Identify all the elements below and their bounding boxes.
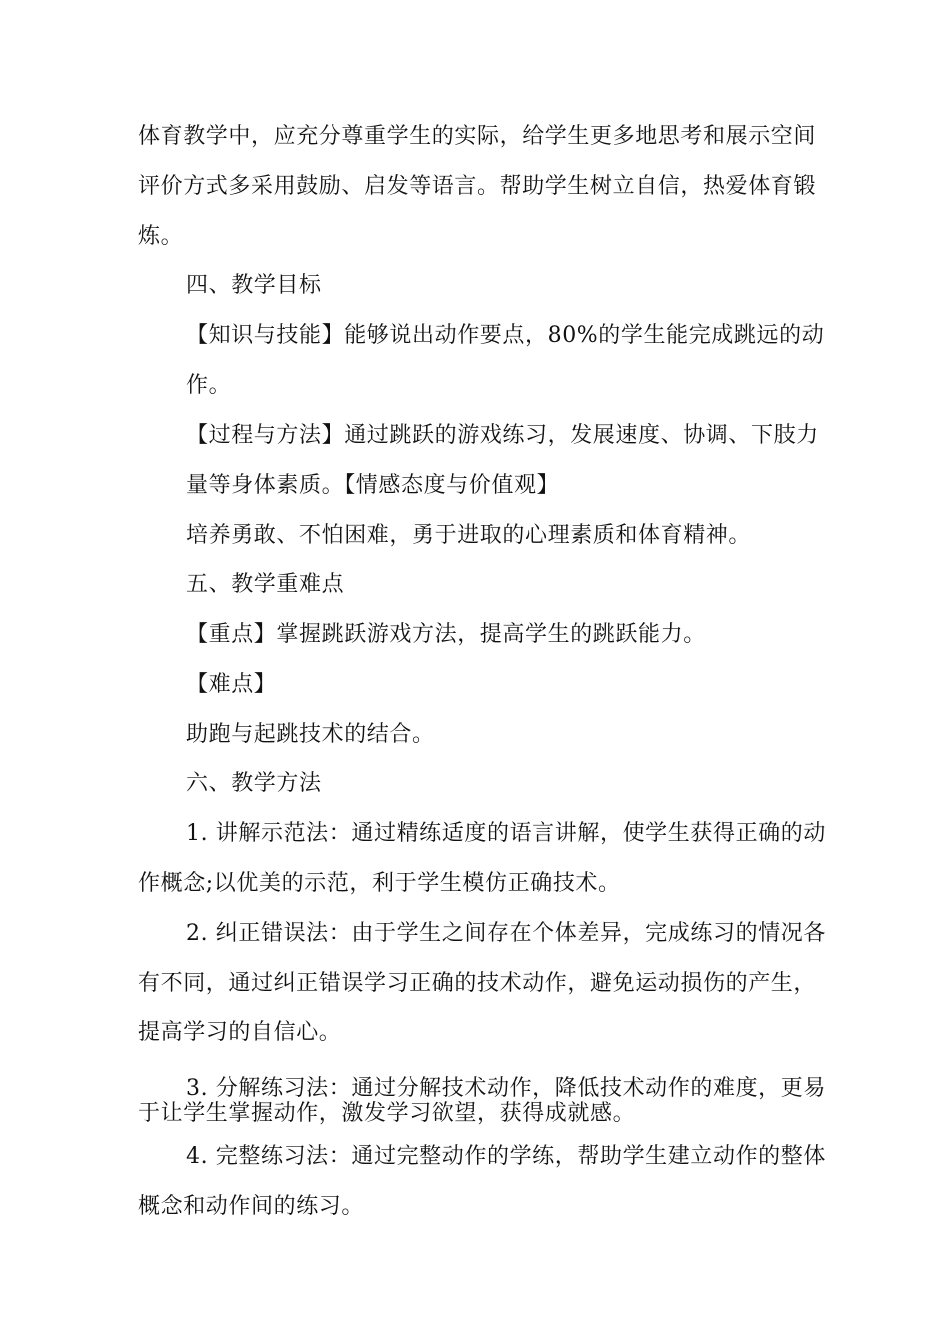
paragraph-line: 2. 纠正错误法：由于学生之间存在个体差异，完成练习的情况各 xyxy=(186,921,826,946)
paragraph-line: 【知识与技能】能够说出动作要点，80%的学生能完成跳远的动 xyxy=(186,323,825,348)
paragraph-line: 3. 分解练习法：通过分解技术动作，降低技术动作的难度，更易 xyxy=(186,1076,826,1101)
paragraph-line: 作。 xyxy=(186,373,232,398)
paragraph-line: 体育教学中，应充分尊重学生的实际，给学生更多地思考和展示空间 xyxy=(138,124,817,149)
paragraph-line: 【过程与方法】通过跳跃的游戏练习，发展速度、协调、下肢力 xyxy=(186,423,819,448)
section-heading: 六、教学方法 xyxy=(186,771,322,796)
section-heading: 五、教学重难点 xyxy=(186,572,345,597)
paragraph-line: 于让学生掌握动作，激发学习欲望，获得成就感。 xyxy=(138,1101,636,1126)
paragraph-line: 提高学习的自信心。 xyxy=(138,1020,342,1045)
paragraph-line: 量等身体素质。【情感态度与价值观】 xyxy=(186,473,560,498)
paragraph-line: 【重点】掌握跳跃游戏方法，提高学生的跳跃能力。 xyxy=(186,622,706,647)
section-heading: 四、教学目标 xyxy=(186,273,322,298)
paragraph-line: 有不同，通过纠正错误学习正确的技术动作，避免运动损伤的产生， xyxy=(138,971,817,996)
paragraph-line: 培养勇敢、不怕困难，勇于进取的心理素质和体育精神。 xyxy=(186,523,752,548)
paragraph-line: 炼。 xyxy=(138,224,184,249)
paragraph-line: 评价方式多采用鼓励、启发等语言。帮助学生树立自信，热爱体育锻 xyxy=(138,174,817,199)
paragraph-line: 4. 完整练习法：通过完整动作的学练，帮助学生建立动作的整体 xyxy=(186,1144,826,1169)
paragraph-line: 概念和动作间的练习。 xyxy=(138,1194,365,1219)
paragraph-line: 【难点】 xyxy=(186,672,277,697)
paragraph-line: 作概念;以优美的示范，利于学生模仿正确技术。 xyxy=(138,871,621,896)
paragraph-line: 1. 讲解示范法：通过精练适度的语言讲解，使学生获得正确的动 xyxy=(186,821,826,846)
paragraph-line: 助跑与起跳技术的结合。 xyxy=(186,722,435,747)
